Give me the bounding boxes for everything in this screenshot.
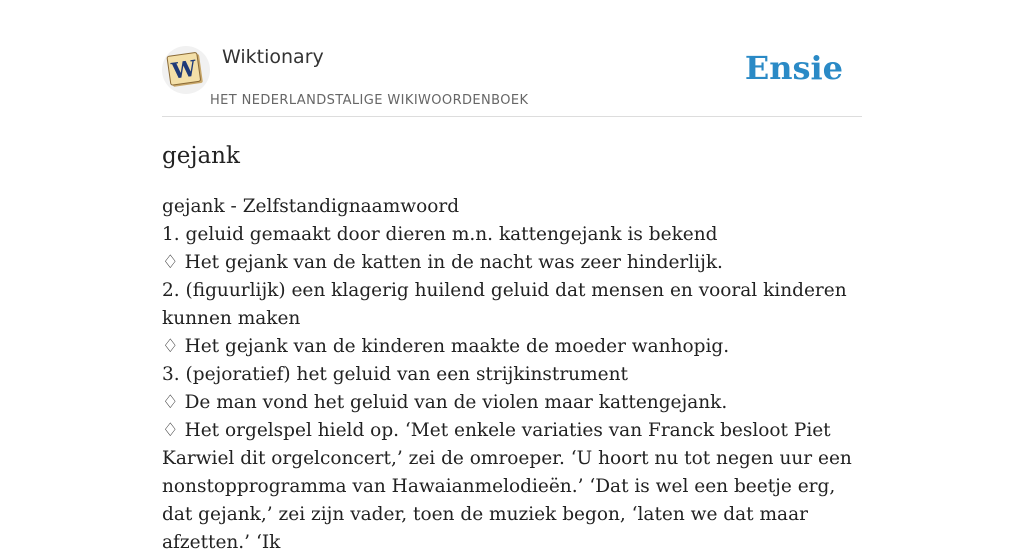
site-name[interactable]: Wiktionary xyxy=(222,46,324,68)
example-text: Het gejank van de kinderen maakte de moeder wanhopig. xyxy=(184,336,730,357)
definition-2: 2. (figuurlijk) een klagerig huilend geluid dat mensen en vooral kinderen kunnen maken xyxy=(162,280,847,329)
page-container xyxy=(162,0,862,557)
example-marker-icon: ♢ xyxy=(162,252,179,273)
example-marker-icon: ♢ xyxy=(162,336,179,357)
example-marker-icon: ♢ xyxy=(162,392,179,413)
example-text: Het gejank van de katten in de nacht was zeer hinderlijk. xyxy=(184,252,723,273)
entry-content xyxy=(162,193,862,557)
example-4 xyxy=(162,417,862,557)
entry-heading: gejank - Zelfstandignaamwoord xyxy=(162,196,460,217)
logo-letter: W xyxy=(169,55,199,85)
brand-logo[interactable]: Ensie xyxy=(744,49,843,87)
wiktionary-logo-icon[interactable] xyxy=(162,46,210,94)
definition-3: 3. (pejoratief) het geluid van een strijkinstrument xyxy=(162,364,628,385)
page-title: gejank xyxy=(162,143,240,169)
site-header xyxy=(162,0,862,117)
example-marker-icon: ♢ xyxy=(162,420,179,441)
example-text: Het orgelspel hield op. ‘Met enkele variaties van Franck besloot Piet Karwiel dit orgelconcert,’ zei de omroeper. ‘U hoort nu tot negen uur een nonstopprogramma van Hawaianmelodieën.’ ‘Dat is wel een beetje erg, dat gejank,’ zei zijn vader, toen de muziek begon, ‘laten we dat maar afzetten.’ ‘Ik xyxy=(162,420,852,553)
example-3 xyxy=(162,389,862,417)
site-tagline: HET NEDERLANDSTALIGE WIKIWOORDENBOEK xyxy=(210,93,529,108)
definition-1: 1. geluid gemaakt door dieren m.n. kattengejank is bekend xyxy=(162,224,718,245)
example-text: De man vond het geluid van de violen maar kattengejank. xyxy=(184,392,728,413)
example-2 xyxy=(162,333,862,361)
example-1 xyxy=(162,249,862,277)
